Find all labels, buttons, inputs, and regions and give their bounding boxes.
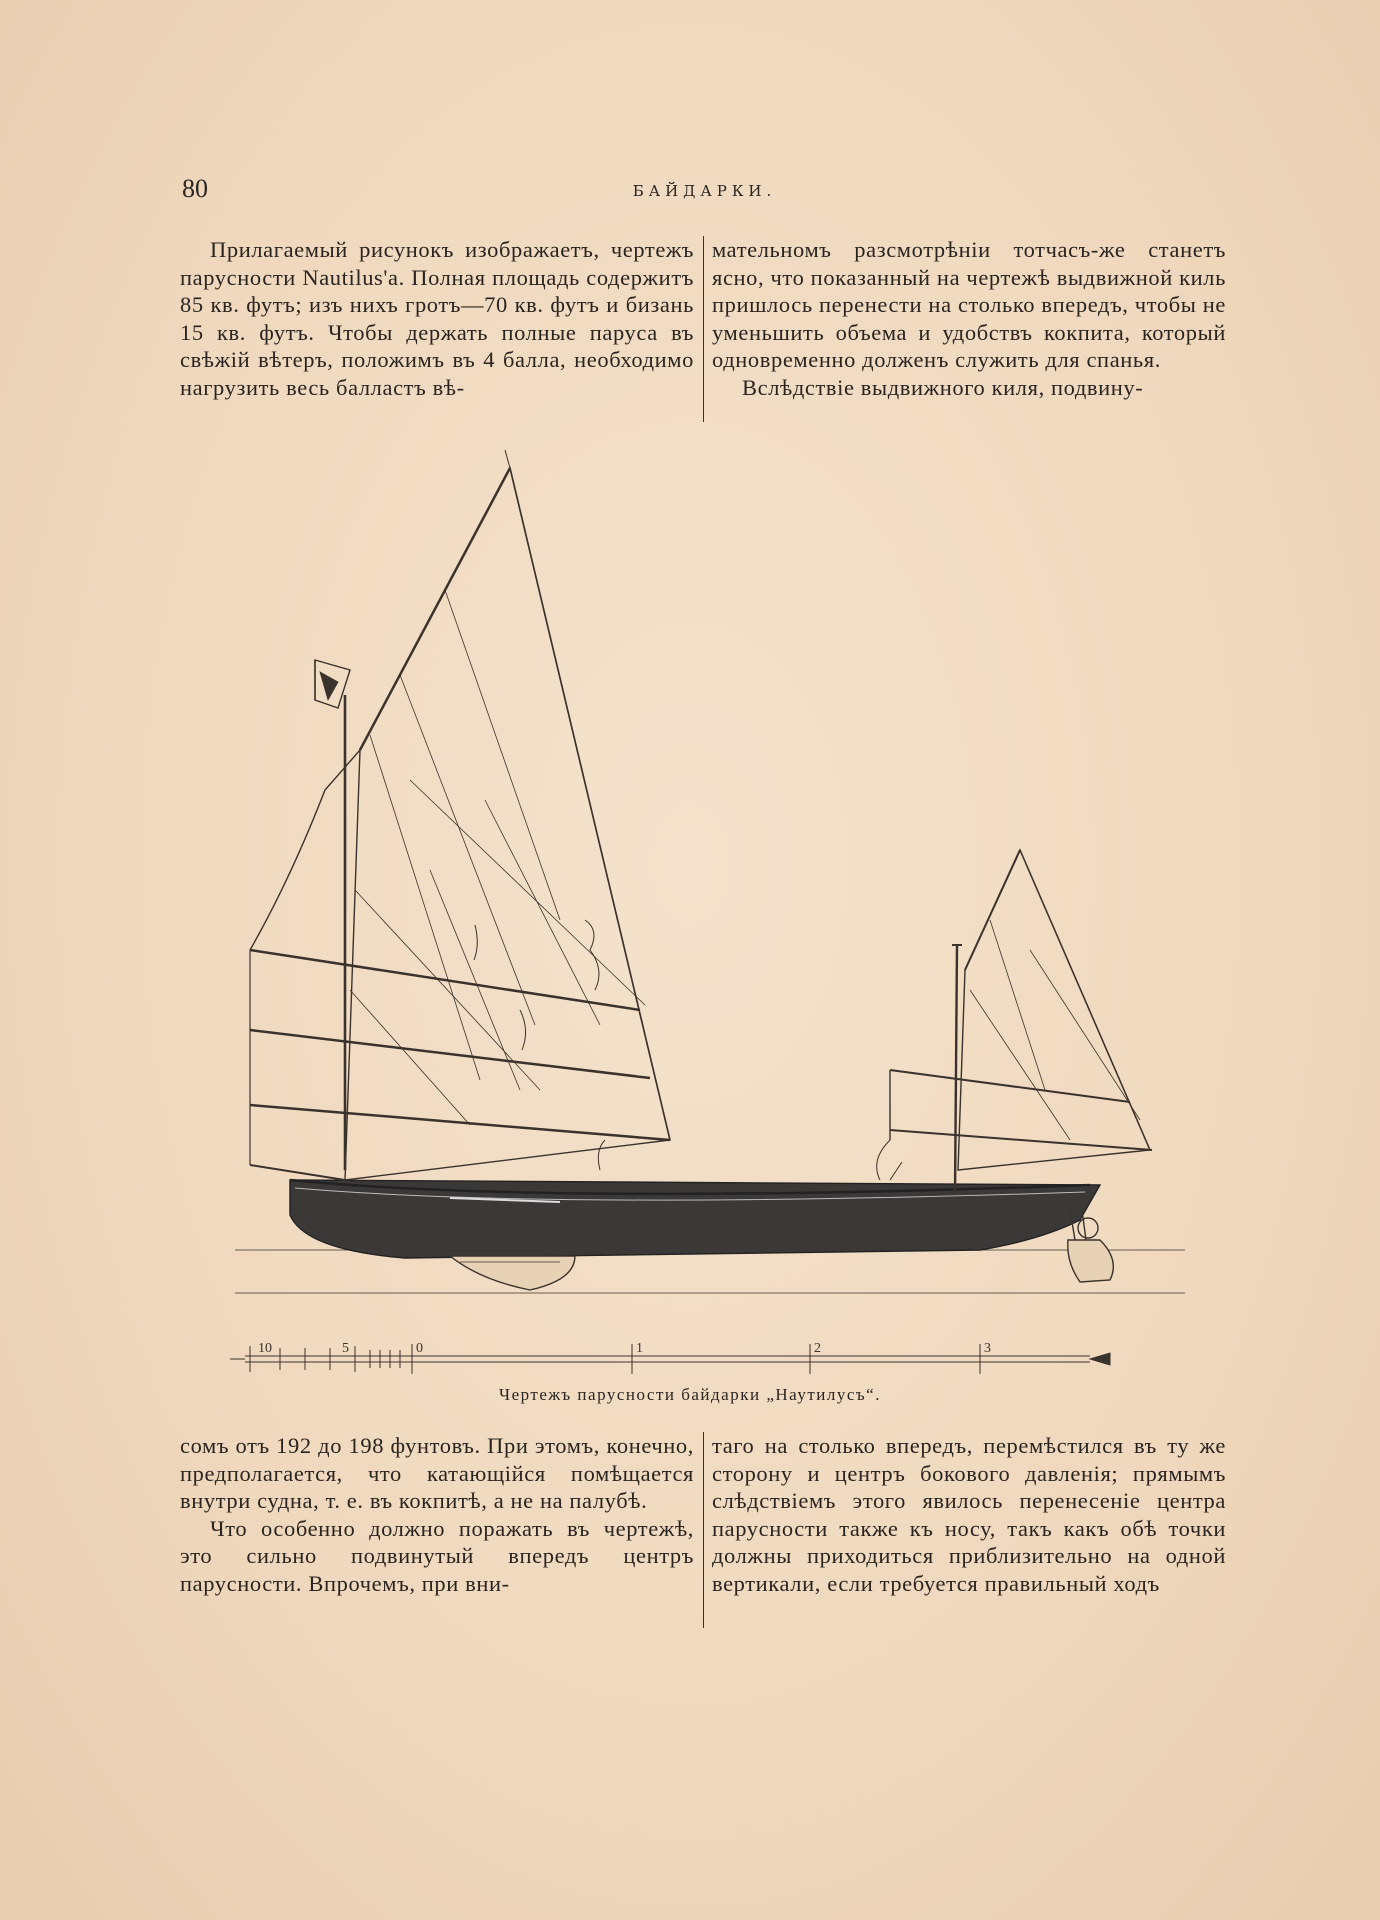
page-header bbox=[182, 174, 1227, 214]
paragraph: сомъ отъ 192 до 198 фунтовъ. При этомъ, конечно, предполагается, что катающійся помѣщается внутри судна, т. е. въ кокпитѣ, а не на палубѣ. bbox=[180, 1433, 694, 1514]
figure-caption: Чертежъ парусности байдарки „Наутилусъ“. bbox=[499, 1385, 881, 1404]
top-right-column bbox=[712, 236, 1226, 422]
scale-label: 3 bbox=[984, 1341, 991, 1356]
bottom-left-column bbox=[180, 1432, 694, 1628]
paragraph: мательномъ разсмотрѣніи тотчасъ-же станетъ ясно, что показанный на чертежѣ выдвижной киль пришлось перенести на столько впередъ, чтобы не уменьшить объема и удобствъ кокпита, который одновременно долженъ служить для спанья. bbox=[712, 237, 1226, 373]
hull bbox=[290, 1180, 1113, 1290]
running-title: БАЙДАРКИ. bbox=[632, 182, 777, 200]
paragraph: таго на столько впередъ, перемѣстился въ ту же сторону и центръ бокового давленія; прямымъ слѣдствіемъ этого явилось перенесеніе центра парусности также къ носу, такъ какъ обѣ точки должны приходиться приблизительно на одной вертикали, если требуется правильный ходъ bbox=[712, 1433, 1226, 1596]
paragraph: Что особенно должно поражать въ чертежѣ, это сильно подвинутый впередъ центръ парусности. Впрочемъ, при вни- bbox=[180, 1515, 694, 1596]
top-left-column bbox=[180, 236, 694, 422]
paragraph: Вслѣдствіе выдвижного киля, подвину- bbox=[742, 374, 1144, 400]
mizzen-sail bbox=[877, 850, 1152, 1195]
scale-label: 2 bbox=[814, 1341, 821, 1356]
page-number: 80 bbox=[182, 174, 208, 203]
column-divider bbox=[703, 1432, 704, 1628]
scale-label: 0 bbox=[416, 1341, 423, 1356]
scale-label: 1 bbox=[636, 1341, 643, 1356]
paragraph: Прилагаемый рисунокъ изображаетъ, чертежъ парусности Nautilus'a. Полная площадь содержитъ 85 кв. футъ; изъ нихъ гротъ—70 кв. футъ и бизань 15 кв. футъ. Чтобы держать полные паруса въ свѣжій вѣтеръ, положимъ въ 4 балла, необходимо нагрузить весь балластъ вѣ- bbox=[180, 237, 694, 400]
scale-label: 5 bbox=[342, 1341, 349, 1356]
water-lines bbox=[235, 1250, 1185, 1293]
column-divider bbox=[703, 236, 704, 422]
top-text-block bbox=[180, 236, 1226, 422]
scale-label: 10 bbox=[258, 1341, 272, 1356]
sail-plan-drawing bbox=[230, 450, 1190, 1390]
scale-bar bbox=[230, 1341, 1110, 1374]
main-sail bbox=[250, 450, 670, 1180]
bottom-right-column bbox=[712, 1432, 1226, 1628]
bottom-text-block bbox=[180, 1432, 1226, 1628]
